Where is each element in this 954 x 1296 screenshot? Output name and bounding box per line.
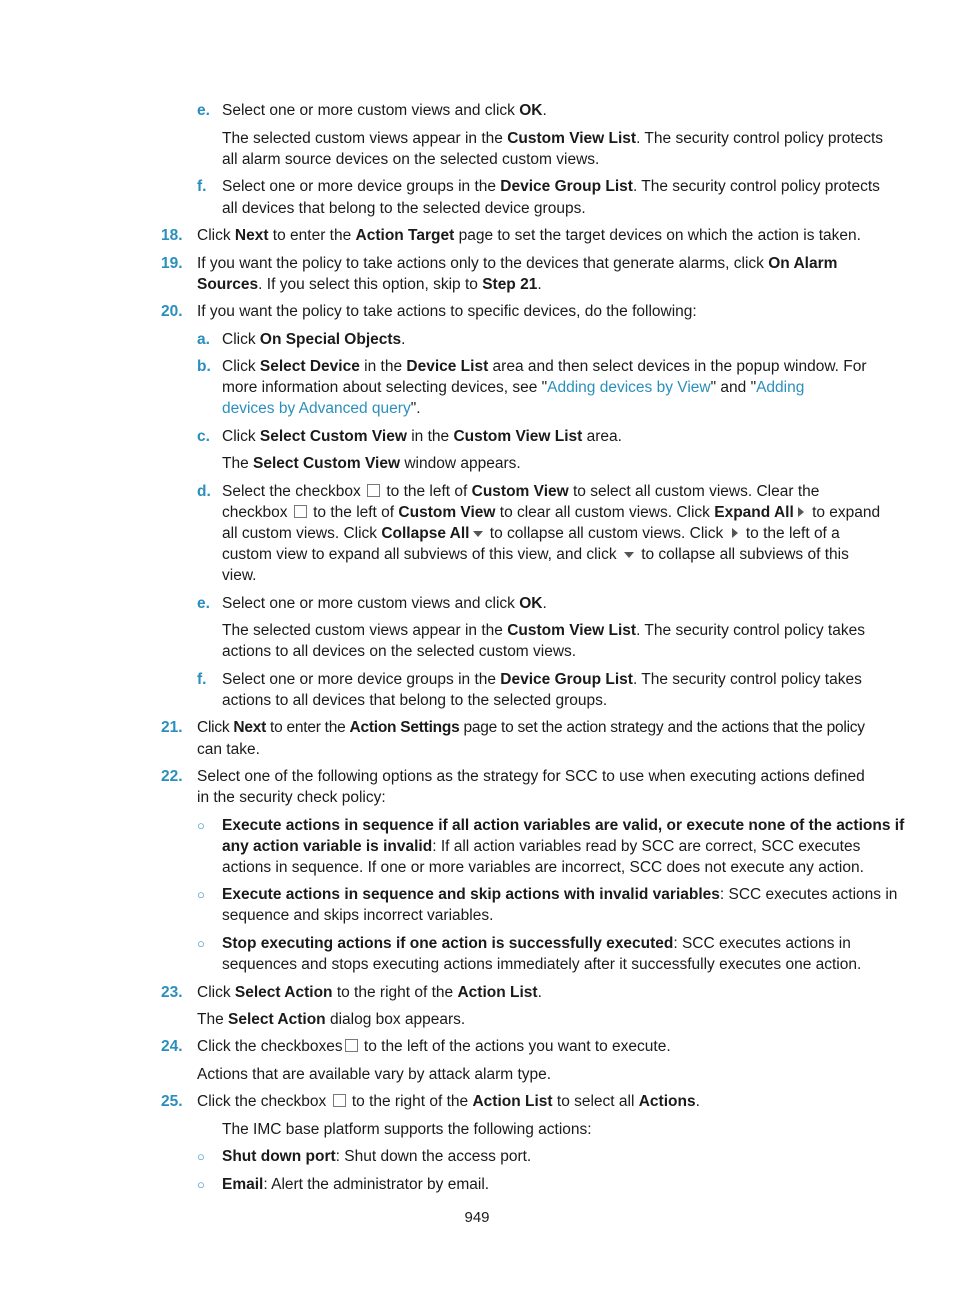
paragraph: Actions that are available vary by attack alarm type. (197, 1066, 552, 1083)
link-adding-devices-by-advanced-query-cont[interactable]: devices by Advanced query (222, 400, 411, 417)
step-text: Select one or more device groups in the Device Group List. The security control policy takes (222, 671, 862, 688)
step-marker: 20. (161, 303, 183, 320)
step-marker: 18. (161, 227, 183, 244)
step-text: Select one or more custom views and click OK. (222, 595, 547, 612)
step-text: Select one or more custom views and click OK. (222, 102, 547, 119)
step-text: Select one of the following options as the strategy for SCC to use when executing actions defined (197, 768, 865, 785)
option-text: actions in sequence. If one or more variables are incorrect, SCC does not execute any action. (222, 859, 864, 876)
step-text: Select the checkbox to the left of Custom View to select all custom views. Clear the (222, 483, 820, 500)
bullet-icon: ○ (197, 1177, 205, 1192)
checkbox-icon (367, 484, 380, 497)
step-marker: 19. (161, 255, 183, 272)
option-text: any action variable is invalid: If all action variables read by SCC are correct, SCC executes (222, 838, 861, 855)
bullet-icon: ○ (197, 887, 205, 902)
option-text: Execute actions in sequence if all action variables are valid, or execute none of the actions if (222, 817, 905, 834)
collapse-arrow-icon (473, 531, 483, 537)
step-marker: f. (197, 671, 207, 688)
option-text: Stop executing actions if one action is successfully executed: SCC executes actions in (222, 935, 851, 952)
step-text: Click Select Action to the right of the Action List. (197, 984, 542, 1001)
step-marker: a. (197, 331, 210, 348)
step-marker: d. (197, 483, 211, 500)
step-text: Click the checkbox to the right of the Action List to select all Actions. (197, 1093, 700, 1110)
option-text: Shut down port: Shut down the access port. (222, 1148, 532, 1165)
step-text: custom view to expand all subviews of this view, and click to collapse all subviews of this (222, 546, 849, 563)
paragraph: The Select Action dialog box appears. (197, 1011, 466, 1028)
page-number: 949 (464, 1209, 490, 1226)
bullet-icon: ○ (197, 818, 205, 833)
step-text: Click the checkboxes to the left of the actions you want to execute. (197, 1038, 671, 1055)
checkbox-icon (294, 505, 307, 518)
bullet-icon: ○ (197, 936, 205, 951)
option-text: Execute actions in sequence and skip actions with invalid variables: SCC executes actions in (222, 886, 898, 903)
step-marker: 25. (161, 1093, 183, 1110)
step-text: Click Select Device in the Device List area and then select devices in the popup window. For (222, 358, 867, 375)
paragraph: The Select Custom View window appears. (222, 455, 521, 472)
paragraph: all alarm source devices on the selected custom views. (222, 151, 600, 168)
step-marker: b. (197, 358, 211, 375)
step-text: Click Select Custom View in the Custom View List area. (222, 428, 622, 445)
option-text: sequences and stops executing actions immediately after it successfully executes one action. (222, 956, 862, 973)
step-text: Click Next to enter the Action Target page to set the target devices on which the action is taken. (197, 227, 861, 244)
step-text: actions to all devices that belong to the selected groups. (222, 692, 608, 709)
expand-arrow-icon (732, 528, 738, 538)
step-text: Click Next to enter the Action Settings page to set the action strategy and the actions that the policy (197, 719, 865, 736)
step-text: checkbox to the left of Custom View to clear all custom views. Click Expand All to expand (222, 504, 881, 521)
step-marker: c. (197, 428, 210, 445)
step-text: view. (222, 567, 257, 584)
paragraph: The IMC base platform supports the following actions: (222, 1121, 592, 1138)
option-text: sequence and skips incorrect variables. (222, 907, 494, 924)
checkbox-icon (333, 1094, 346, 1107)
step-marker: 24. (161, 1038, 183, 1055)
step-marker: e. (197, 595, 210, 612)
option-text: Email: Alert the administrator by email. (222, 1176, 490, 1193)
step-text: more information about selecting devices, see "Adding devices by View" and "Adding (222, 379, 805, 396)
step-text: Sources. If you select this option, skip to Step 21. (197, 276, 542, 293)
collapse-arrow-icon (624, 552, 634, 558)
step-text: If you want the policy to take actions to specific devices, do the following: (197, 303, 697, 320)
step-marker: 22. (161, 768, 183, 785)
link-adding-devices-by-view[interactable]: Adding devices by View (547, 379, 711, 396)
checkbox-icon (345, 1039, 358, 1052)
paragraph: The selected custom views appear in the Custom View List. The security control policy protects (222, 130, 884, 147)
step-text: Click On Special Objects. (222, 331, 406, 348)
bullet-icon: ○ (197, 1149, 205, 1164)
paragraph: The selected custom views appear in the Custom View List. The security control policy takes (222, 622, 865, 639)
link-adding-devices-by-advanced-query[interactable]: Adding (756, 379, 805, 396)
step-marker: e. (197, 102, 210, 119)
step-text: Select one or more device groups in the Device Group List. The security control policy protects (222, 178, 880, 195)
step-text: If you want the policy to take actions only to the devices that generate alarms, click On Alarm (197, 255, 838, 272)
step-text: devices by Advanced query". (222, 400, 421, 417)
step-text: all devices that belong to the selected device groups. (222, 200, 586, 217)
expand-arrow-icon (798, 507, 804, 517)
step-text: in the security check policy: (197, 789, 386, 806)
step-text: can take. (197, 741, 260, 758)
step-marker: 23. (161, 984, 183, 1001)
paragraph: actions to all devices on the selected custom views. (222, 643, 577, 660)
step-marker: f. (197, 178, 207, 195)
step-text: all custom views. Click Collapse All to collapse all custom views. Click to the left of a (222, 525, 840, 542)
step-marker: 21. (161, 719, 183, 736)
